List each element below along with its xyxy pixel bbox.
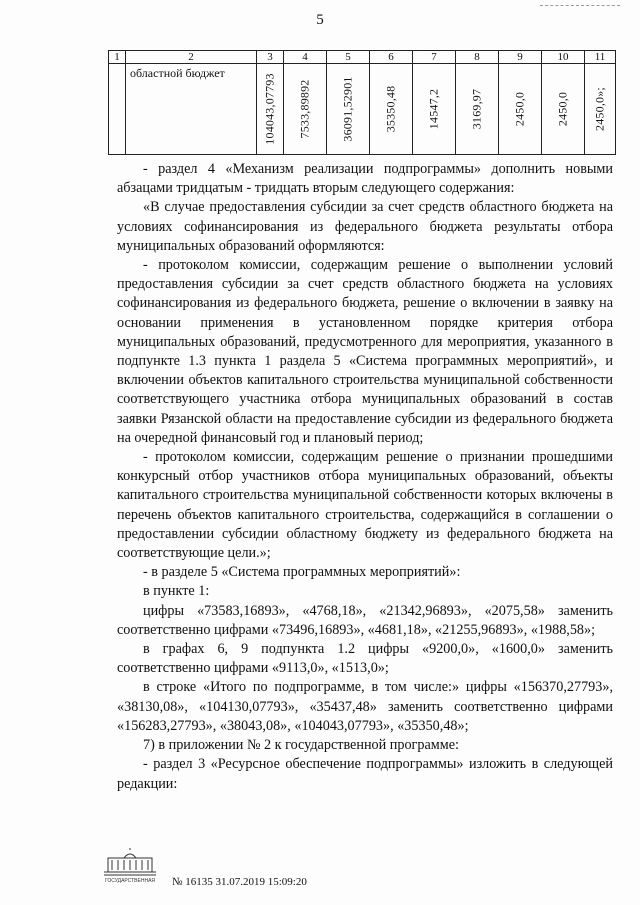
- table-header-cell: 1: [109, 51, 126, 64]
- table-header-cell: 8: [456, 51, 499, 64]
- logo-caption: ГОСУДАРСТВЕННАЯ: [104, 878, 156, 884]
- table-cell-empty: [109, 64, 126, 155]
- table-header-cell: 10: [542, 51, 585, 64]
- table-cell: [327, 64, 370, 155]
- table-row-label: областной бюджет: [126, 64, 257, 155]
- table-cell-value: 2450,0: [512, 91, 527, 127]
- table-cell: [284, 64, 327, 155]
- table-header-cell: 9: [499, 51, 542, 64]
- table-cell: [585, 64, 616, 155]
- government-building-logo: [102, 848, 158, 884]
- table-cell-value: 36091,52901: [340, 76, 355, 142]
- paragraph: - в разделе 5 «Система программных мероприятий»:: [143, 564, 461, 581]
- table-cell-value: 14547,2: [426, 88, 441, 130]
- registration-stamp: № 16135 31.07.2019 15:09:20: [172, 876, 307, 888]
- table-header-row: [109, 51, 616, 64]
- table-cell-value: 104043,07793: [262, 73, 277, 145]
- table-cell-value: 2450,0»;: [592, 87, 607, 131]
- table-cell-value: 2450,0: [555, 91, 570, 127]
- budget-table: [108, 50, 616, 155]
- paragraph: цифры «73583,16893», «4768,18», «21342,96893», «2075,58» заменить соответственно цифрами «73496,16893», «4681,18», «21255,96893», «1988,58»;: [117, 602, 613, 638]
- paragraph: - протоколом комиссии, содержащим решение о выполнении условий предоставления субсидии за счет средств областного бюджета на условиях софинансирования из федерального бюджета, решение о включении в заявку на основании применения в установленном порядке критерия отбора муниципальных образований, предусмотренного для мероприятия, указанного в подпункте 1.3 пункта 1 раздела 5 «Система программных мероприятий», и включении объектов капитального строительства муниципальной собственности соответствующего участника отбора муниципальных образований в состав заявки Рязанской области на предоставление субсидии из федерального бюджета на очередной финансовый год и плановый период;: [117, 257, 613, 446]
- table-cell: [456, 64, 499, 155]
- paragraph: - раздел 3 «Ресурсное обеспечение подпрограммы» изложить в следующей редакции:: [117, 756, 613, 792]
- paragraph: 7) в приложении № 2 к государственной программе:: [143, 737, 459, 754]
- table-cell: [257, 64, 284, 155]
- table-header-cell: 7: [413, 51, 456, 64]
- page-number: 5: [316, 12, 324, 28]
- paragraph: - раздел 4 «Механизм реализации подпрограммы» дополнить новыми абзацами тридцатым - тридцать вторым следующего содержания:: [117, 161, 613, 197]
- document-body: [117, 160, 613, 794]
- table-cell: [542, 64, 585, 155]
- table-header-cell: 11: [585, 51, 616, 64]
- paragraph: «В случае предоставления субсидии за счет средств областного бюджета на условиях софинансирования из федерального бюджета результаты отбора муниципальных образований оформляются:: [117, 199, 613, 254]
- paragraph: в строке «Итого по подпрограмме, в том числе:» цифры «156370,27793», «38130,08», «104130,07793», «35437,48» заменить соответственно цифрами «156283,27793», «38043,08», «104043,07793», «35350,48»;: [117, 679, 613, 734]
- scan-artifact-line: [540, 5, 620, 7]
- paragraph: в графах 6, 9 подпункта 1.2 цифры «9200,0», «1600,0» заменить соответственно цифрами «9113,0», «1513,0»;: [117, 641, 613, 677]
- table-header-cell: 6: [370, 51, 413, 64]
- table-header-cell: 3: [257, 51, 284, 64]
- table-cell-value: 3169,97: [469, 88, 484, 130]
- table-row: [109, 64, 616, 155]
- table-header-cell: 2: [126, 51, 257, 64]
- table-cell: [499, 64, 542, 155]
- table-cell-value: 35350,48: [383, 85, 398, 133]
- paragraph: - протоколом комиссии, содержащим решение о признании прошедшими конкурсный отбор участников отбора муниципальных образований, объекты капитального строительства муниципальной собственности которых включены в перечень объектов капитального строительства, содержащийся в соглашении о предоставлении субсидии областному бюджету из федерального бюджета на соответствующие цели.»;: [117, 449, 613, 562]
- table-cell: [413, 64, 456, 155]
- table-cell: [370, 64, 413, 155]
- table-header-cell: 5: [327, 51, 370, 64]
- table-header-cell: 4: [284, 51, 327, 64]
- table-cell-value: 7533,89892: [297, 79, 312, 139]
- paragraph: в пункте 1:: [143, 583, 210, 600]
